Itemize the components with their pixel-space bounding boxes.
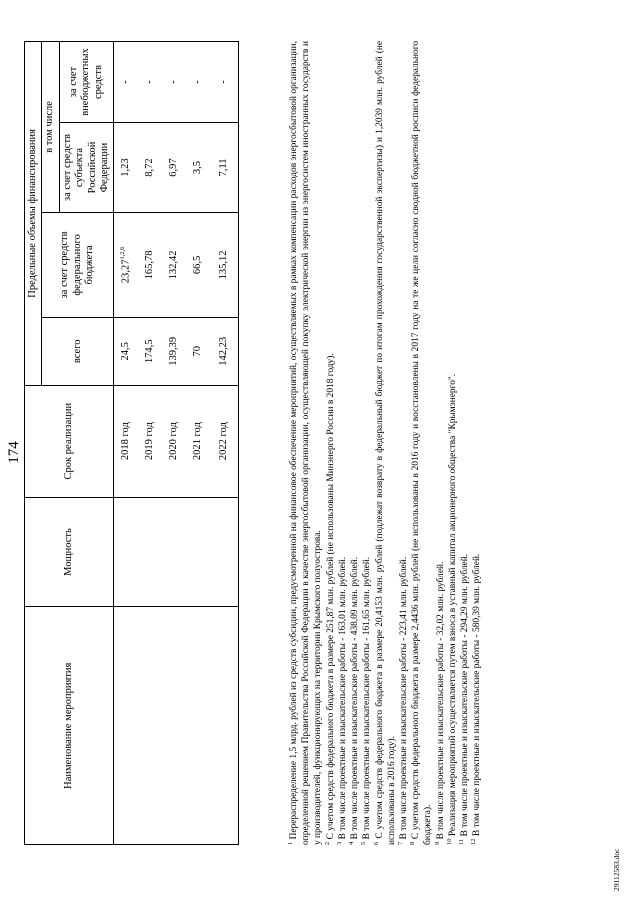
footnote-number: 5 [360, 841, 368, 845]
footnote [374, 41, 398, 845]
footnote-text: С учетом средств федерального бюджета в размере 2,4436 млн. рублей (не использованы в 2016 году и восстановлены в 2017 году на те же цели согласно сводной бюджетной росписи федерального бюджета). [411, 40, 434, 845]
cell-name [138, 607, 162, 845]
cell-year: 2018 год [114, 385, 139, 497]
cell-total: 70 [186, 317, 210, 385]
header-including: в том числе [42, 42, 59, 213]
cell-federal [114, 212, 139, 317]
header-total: всего [42, 317, 114, 385]
footnote-text: В том числе проектные и изыскательские работы - 32,02 млн. рублей. [435, 561, 446, 840]
cell-extra: - [162, 42, 186, 123]
cell-extra: - [138, 42, 162, 123]
footnote-number: 1 [286, 841, 294, 845]
cell-federal: 135,12 [210, 212, 239, 317]
footnote-number: 9 [433, 841, 441, 845]
footnote-number: 8 [409, 841, 417, 845]
footnote-text: С учетом средств федерального бюджета в размере 20,4153 млн. рублей (подлежат возврату в федеральный бюджет по итогам прохождения государственной экспертизы) и 1,2039 млн. рублей (не использованы в 2016 году). [374, 41, 397, 845]
cell-subject: 7,11 [210, 123, 239, 213]
cell-year: 2020 год [162, 385, 186, 497]
cell-extra: - [114, 42, 139, 123]
cell-subject: 1,23 [114, 123, 139, 213]
footnote [447, 41, 459, 845]
cell-federal: 165,78 [138, 212, 162, 317]
footnotes [288, 41, 484, 845]
header-name: Наименование мероприятия [25, 607, 114, 845]
footnote [410, 41, 434, 845]
page-number: 174 [6, 441, 22, 464]
footnote [471, 41, 483, 845]
footnote [361, 41, 373, 845]
footnote-number: 7 [396, 841, 404, 845]
table-row [186, 42, 210, 845]
footnote-number: 12 [470, 838, 478, 845]
cell-power [162, 497, 186, 607]
cell-extra: - [186, 42, 210, 123]
footnote-text: В том числе проектные и изыскательские работы - 161,65 млн. рублей. [362, 556, 373, 840]
cell-total: 174,5 [138, 317, 162, 385]
cell-extra: - [210, 42, 239, 123]
footnote [435, 41, 447, 845]
footnote-number: 6 [372, 841, 380, 845]
cell-total: 24,5 [114, 317, 139, 385]
cell-year: 2022 год [210, 385, 239, 497]
footnote-text: В том числе проектные и изыскательские работы - 223,41 млн. рублей. [398, 556, 409, 840]
cell-year: 2021 год [186, 385, 210, 497]
cell-federal: 132,42 [162, 212, 186, 317]
cell-power [138, 497, 162, 607]
footnote-text: Реализация мероприятий осуществляется путем взноса в уставный капитал акционерного общества "Крымэнерго". [447, 373, 458, 837]
federal-value: 23,27 [120, 259, 132, 284]
header-extra: за счет внебюджетных средств [59, 42, 114, 123]
table-row [114, 42, 139, 845]
cell-federal: 66,5 [186, 212, 210, 317]
cell-year: 2019 год [138, 385, 162, 497]
footnote-ref: 1,2,6 [119, 246, 127, 260]
header-subject: за счет средств субъекта Российской Федерации [59, 123, 114, 213]
cell-name [210, 607, 239, 845]
cell-total: 139,39 [162, 317, 186, 385]
header-power: Мощность [25, 497, 114, 607]
cell-name [114, 607, 139, 845]
cell-name [186, 607, 210, 845]
cell-power [210, 497, 239, 607]
cell-total: 142,23 [210, 317, 239, 385]
table-row [210, 42, 239, 845]
footnote [459, 41, 471, 845]
cell-power [186, 497, 210, 607]
footnote [349, 41, 361, 845]
footnote-text: В том числе проектные и изыскательские работы - 438,09 млн. рублей. [350, 556, 361, 840]
cell-subject: 8,72 [138, 123, 162, 213]
footnote-text: В том числе проектные и изыскательские работы - 163,01 млн. рублей. [337, 556, 348, 840]
footnote-number: 3 [335, 841, 343, 845]
footnote-number: 11 [457, 838, 465, 845]
cell-power [114, 497, 139, 607]
financing-table [24, 41, 239, 845]
footnote [398, 41, 410, 845]
footnote-number: 4 [347, 841, 355, 845]
header-limit: Предельные объемы финансирования [25, 42, 42, 386]
footnote-number: 2 [323, 841, 331, 845]
file-name: 29112583.doc [612, 848, 621, 891]
footnote-text: С учетом средств федерального бюджета в размере 251,87 млн. рублей (не использованы Минэнерго России в 2018 году). [325, 353, 336, 840]
cell-name [162, 607, 186, 845]
footnote [288, 41, 325, 845]
cell-subject: 3,5 [186, 123, 210, 213]
table-row [162, 42, 186, 845]
footnote-number: 10 [445, 838, 453, 845]
footnote-text: В том числе проектные и изыскательские работы - 294,29 млн. рублей. [460, 553, 471, 837]
cell-subject: 6,97 [162, 123, 186, 213]
footnote-text: Перераспределение 1,5 млрд. рублей из средств субсидии, предусмотренной на финансовое обеспечение мероприятий, осуществляемых в рамках компенсации расходов энергосбытовой организации, определенной решением Правительства Российской Федерации в качестве энергосбытовой организации, осуществляющей покупку электрической энергии из энергосистем иностранных государств и у производителей, функционирующих на территории Крымского полуострова. [289, 41, 324, 845]
header-period: Срок реализации [25, 385, 114, 497]
footnote-text: В том числе проектные и изыскательские работы - 580,39 млн. рублей. [472, 553, 483, 837]
footnote [337, 41, 349, 845]
table-row [138, 42, 162, 845]
footnote [325, 41, 337, 845]
header-federal: за счет средств федерального бюджета [42, 212, 114, 317]
